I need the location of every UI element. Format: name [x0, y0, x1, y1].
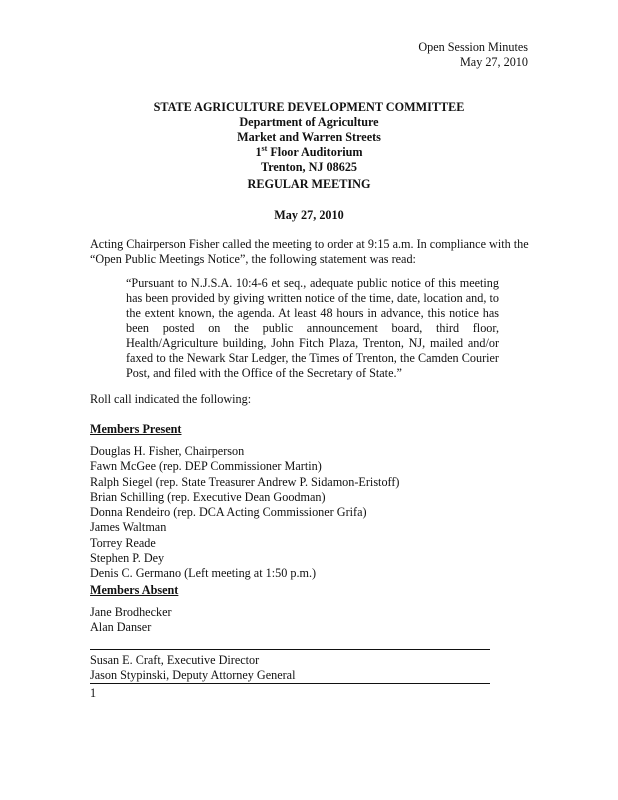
staff-list — [90, 653, 295, 683]
list-item: Alan Danser — [90, 620, 152, 635]
floor-location — [0, 145, 618, 160]
list-item: Douglas H. Fisher, Chairperson — [90, 444, 245, 458]
list-item: Stephen P. Dey — [90, 551, 165, 566]
divider — [90, 683, 490, 684]
floor-number: 1 — [255, 145, 262, 159]
members-absent-heading: Members Absent — [90, 583, 179, 597]
public-notice-quote: “Pursuant to N.J.S.A. 10:4-6 et seq., adequate public notice of this meeting has been provided by giving written notice of the time, date, location and, to the extent known, the agenda. At least 48 hours in advance, this notice has been posted on the public announcement board, third floor, Health/Agriculture building, John Fitch Plaza, Trenton, NJ, mailed and/or faxed to the Newark Star Ledger, the Times of Trenton, the Camden Courier Post, and filed with the Office of the Secretary of State.” — [126, 276, 499, 380]
intro-paragraph: Acting Chairperson Fisher called the meeting to order at 9:15 a.m. In compliance with the “Open Public Meetings Notice”, the following statement was read: — [90, 237, 529, 266]
meeting-date: May 27, 2010 — [274, 208, 344, 222]
city-line: Trenton, NJ 08625 — [260, 160, 358, 174]
list-item: Jane Brodhecker — [90, 605, 172, 619]
list-item: Denis C. Germano (Left meeting at 1:50 p.m.) — [90, 566, 317, 581]
list-item: Fawn McGee (rep. DEP Commissioner Martin) — [90, 459, 322, 474]
page-number: 1 — [90, 686, 97, 700]
header-block — [418, 40, 528, 70]
department-name: Department of Agriculture — [239, 115, 379, 129]
floor-rest: Floor Auditorium — [267, 145, 363, 159]
roll-call-text: Roll call indicated the following: — [90, 392, 252, 406]
list-item: Ralph Siegel (rep. State Treasurer Andrew P. Sidamon-Eristoff) — [90, 474, 400, 489]
street-address: Market and Warren Streets — [237, 130, 381, 144]
title-block — [0, 100, 618, 175]
committee-name: STATE AGRICULTURE DEVELOPMENT COMMITTEE — [153, 100, 465, 114]
header-title: Open Session Minutes — [418, 40, 528, 54]
list-item: Jason Stypinski, Deputy Attorney General — [90, 668, 296, 682]
meeting-type: REGULAR MEETING — [247, 177, 371, 191]
header-date: May 27, 2010 — [459, 55, 528, 69]
list-item: Susan E. Craft, Executive Director — [90, 653, 260, 667]
members-present-heading: Members Present — [90, 422, 182, 436]
members-absent-list — [90, 605, 172, 636]
list-item: Brian Schilling (rep. Executive Dean Goodman) — [90, 489, 326, 504]
members-present-list — [90, 444, 400, 582]
list-item: James Waltman — [90, 520, 167, 535]
floor-ordinal: st — [261, 143, 268, 153]
divider — [90, 649, 490, 650]
list-item: Donna Rendeiro (rep. DCA Acting Commissioner Grifa) — [90, 505, 367, 520]
list-item: Torrey Reade — [90, 535, 156, 550]
